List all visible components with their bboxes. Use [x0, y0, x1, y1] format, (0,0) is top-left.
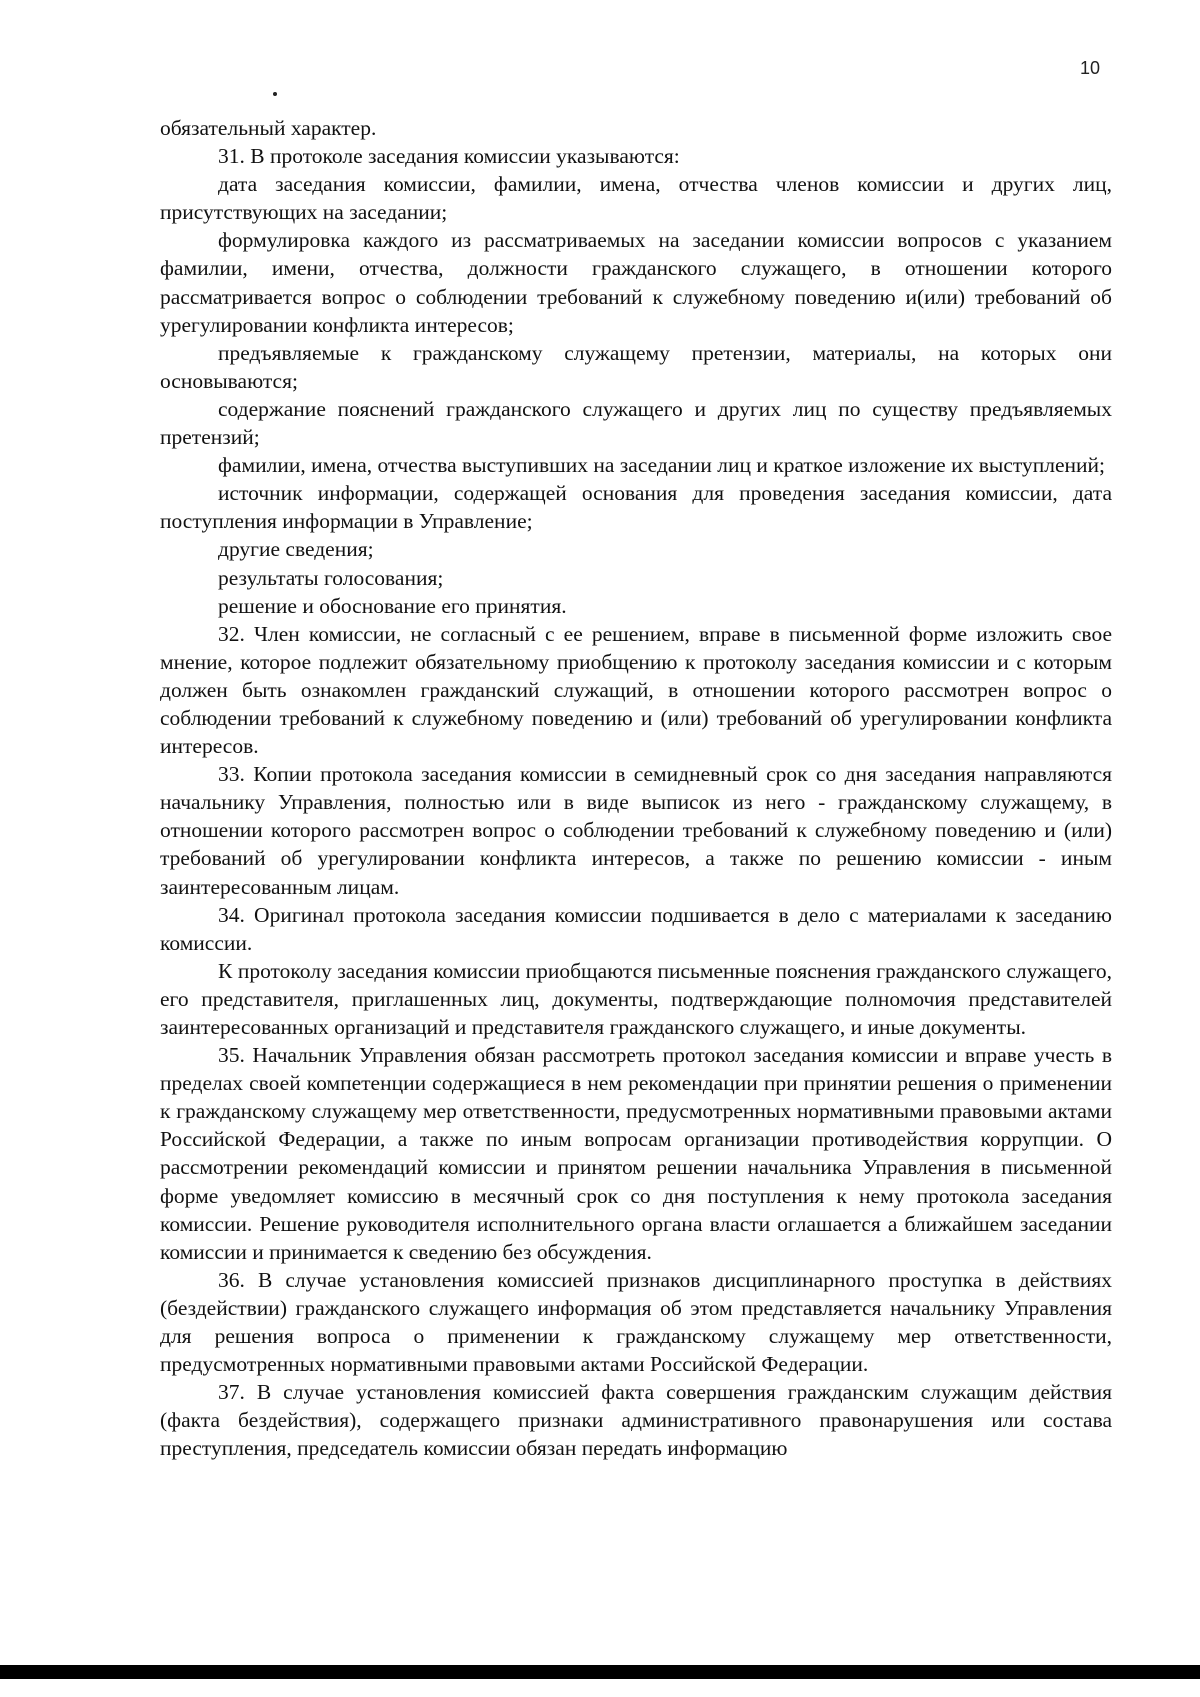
paragraph: обязательный характер.: [160, 116, 377, 140]
paragraph: дата заседания комиссии, фамилии, имена, отчества членов комиссии и других лиц, присутствующих на заседании;: [160, 172, 1112, 225]
paragraph: 33. Копии протокола заседания комиссии в семидневный срок со дня заседания направляются начальнику Управления, полностью или в виде выписок из него - гражданскому служащему, в отношении которого рассмотрен вопрос о соблюдении требований к служебному поведению и (или) требований об урегулировании конфликта интересов, а также по решению комиссии - иным заинтересованным лицам.: [160, 762, 1112, 899]
paragraph: 37. В случае установления комиссией факта совершения гражданским служащим действия (факта бездействия), содержащего признаки административного правонарушения или состава преступления, председатель комиссии обязан передать информацию: [160, 1380, 1112, 1461]
document-body: [160, 114, 1112, 1463]
paragraph: решение и обоснование его принятия.: [218, 593, 567, 618]
page-number: 10: [1080, 58, 1101, 78]
paragraph: содержание пояснений гражданского служащего и других лиц по существу предъявляемых претензий;: [160, 396, 1112, 450]
paragraph: 36. В случае установления комиссией признаков дисциплинарного проступка в действиях (бездействии) гражданского служащего информация об этом представляется начальнику Управления для решения вопроса о применении к гражданскому служащему мер ответственности, предусмотренных нормативными правовыми актами Российской Федерации.: [160, 1267, 1112, 1377]
paragraph: результаты голосования;: [218, 565, 444, 590]
scan-edge-bar: [0, 1665, 1200, 1679]
paragraph: предъявляемые к гражданскому служащему претензии, материалы, на которых они основываются;: [160, 340, 1112, 393]
scan-speck: [273, 92, 277, 96]
paragraph: фамилии, имена, отчества выступивших на заседании лиц и краткое изложение их выступлений;: [218, 453, 1106, 478]
paragraph: другие сведения;: [218, 537, 374, 562]
paragraph: 34. Оригинал протокола заседания комиссии подшивается в дело с материалами к заседанию комиссии.: [160, 902, 1112, 955]
paragraph: 32. Член комиссии, не согласный с ее решением, вправе в письменной форме изложить свое мнение, которое подлежит обязательному приобщению к протоколу заседания комиссии и с которым должен быть ознакомлен гражданский служащий, в отношении которого рассмотрен вопрос о соблюдении требований к служебному поведению и (или) требований об урегулировании конфликта интересов.: [160, 621, 1112, 759]
paragraph: источник информации, содержащей основания для проведения заседания комиссии, дата поступления информации в Управление;: [160, 481, 1112, 534]
paragraph: 35. Начальник Управления обязан рассмотреть протокол заседания комиссии и вправе учесть в пределах своей компетенции содержащиеся в нем рекомендации при принятии решения о применении к гражданскому служащему мер ответственности, предусмотренных нормативными правовыми актами Российской Федерации, а также по иным вопросам организации противодействия коррупции. О рассмотрении рекомендаций комиссии и принятом решении начальника Управления в письменной форме уведомляет комиссию в месячный срок со дня поступления к нему протокола заседания комиссии. Решение руководителя исполнительного органа власти оглашается а ближайшем заседании комиссии и принимается к сведению без обсуждения.: [160, 1043, 1112, 1264]
paragraph: 31. В протоколе заседания комиссии указываются:: [218, 144, 680, 169]
paragraph: формулировка каждого из рассматриваемых на заседании комиссии вопросов с указанием фамилии, имени, отчества, должности гражданского служащего, в отношении которого рассматривается вопрос о соблюдении требований к служебному поведению и(или) требований об урегулировании конфликта интересов;: [160, 228, 1112, 337]
paragraph: К протоколу заседания комиссии приобщаются письменные пояснения гражданского служащего, его представителя, приглашенных лиц, документы, подтверждающие полномочия представителей заинтересованных организаций и представителя гражданского служащего, и иные документы.: [160, 958, 1112, 1039]
